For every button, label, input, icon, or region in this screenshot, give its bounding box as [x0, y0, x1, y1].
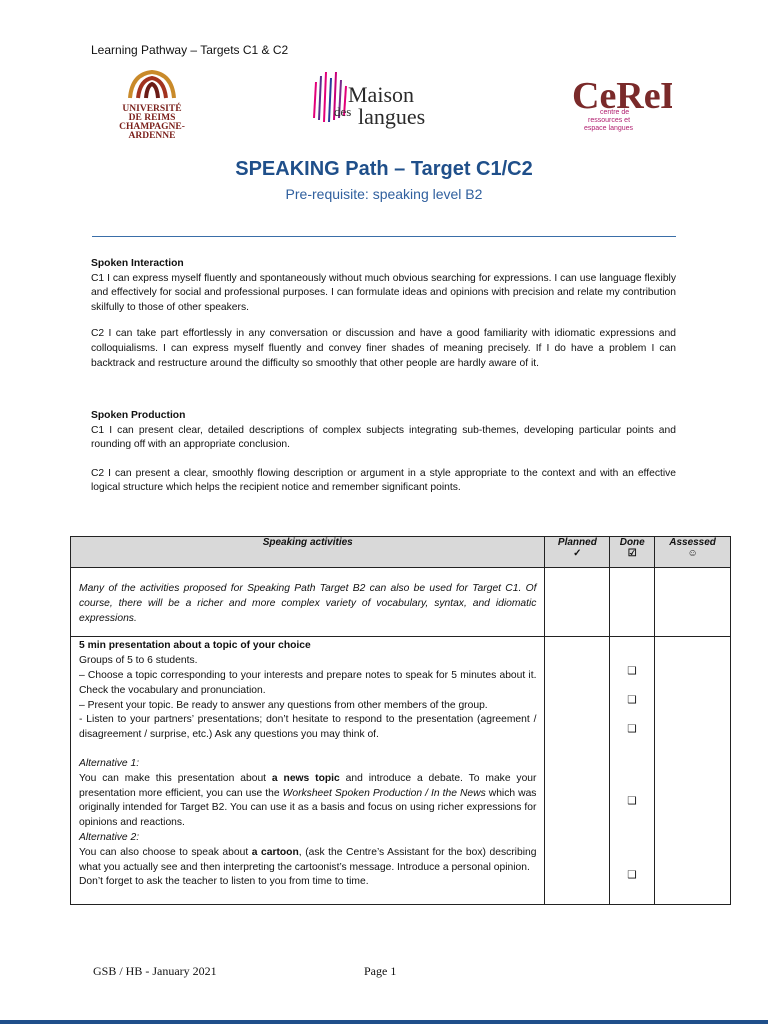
- interaction-c1: C1 I can express myself fluently and spontaneously without much obvious searching for expressions. I can use language flexibly and effectively for social and professional purposes. I can formulate ideas and opinions with precision and relate my contribution skilfully to those of other speakers.: [91, 272, 676, 313]
- urca-logo: [100, 70, 204, 141]
- urca-line-3: CHAMPAGNE-ARDENNE: [119, 122, 185, 141]
- maison-des-langues-logo: [308, 68, 468, 132]
- done-checkbox-step1[interactable]: ❑: [627, 666, 637, 678]
- maison-word: Maison: [348, 82, 414, 107]
- planned-cell[interactable]: [545, 568, 610, 637]
- done-cell: [610, 637, 655, 905]
- done-cell[interactable]: [610, 568, 655, 637]
- alt1-label: Alternative 1:: [79, 757, 140, 769]
- langues-word: langues: [358, 104, 426, 129]
- cerel-wordmark: CeRe: [572, 75, 661, 117]
- footer-page-number: Page 1: [364, 964, 397, 978]
- bottom-border: [0, 1020, 768, 1024]
- activity-step-3: - Listen to your partners’ presentations; don’t hesitate to respond to the presentation (agreement / disagreement / surprise, etc.) Ask any questions you may think of.: [79, 714, 537, 741]
- reminder-text: Don’t forget to ask the teacher to listen to you from time to time.: [79, 876, 369, 888]
- page-subtitle: Pre-requisite: speaking level B2: [285, 186, 483, 202]
- des-word: des: [334, 104, 352, 119]
- intro-cell: Many of the activities proposed for Speaking Path Target B2 can also be used for Target C1. Of course, there will be a richer and more complex variety of vocabulary, syntax, and idiomatic expressions.: [71, 568, 545, 637]
- spoken-interaction-section: [91, 257, 676, 371]
- checked-box-icon: ☑: [627, 548, 637, 559]
- activity-step-1: – Choose a topic corresponding to your interests and prepare notes to speak for 5 minutes about it. Check the vocabulary and pronunciation.: [79, 669, 537, 696]
- done-checkbox-alt2[interactable]: ❑: [627, 870, 637, 882]
- alt2-label: Alternative 2:: [79, 831, 140, 843]
- spoken-interaction-heading: Spoken Interaction: [91, 258, 184, 269]
- done-checkbox-alt1[interactable]: ❑: [627, 796, 637, 808]
- page-title: SPEAKING Path – Target C1/C2: [235, 158, 533, 180]
- cerel-tag-1: centre de: [600, 109, 630, 116]
- interaction-c2: C2 I can take part effortlessly in any conversation or discussion and have a good familiarity with idiomatic expressions and colloquialisms. I can express myself fluently and convey finer shades of meaning precisely. If I do have a problem I can backtrack and restructure around the difficulty so smoothly that other people are hardly aware of it.: [91, 328, 676, 369]
- spoken-production-heading: Spoken Production: [91, 410, 186, 421]
- table-header-row: [71, 537, 731, 568]
- urca-emblem-icon: [122, 70, 182, 100]
- smiley-icon: ☺: [687, 548, 698, 559]
- alt2-text: You can also choose to speak about a cartoon, (ask the Centre’s Assistant for the box) describing what you actually see and then interpreting the cartoonist’s message. Introduce a personal opinion.: [79, 846, 537, 873]
- done-checkbox-step3[interactable]: ❑: [627, 724, 637, 736]
- header-planned: Planned ✓: [545, 537, 610, 568]
- header-activities: Speaking activities: [71, 537, 545, 568]
- header-done: Done ☑: [610, 537, 655, 568]
- activity-groups: Groups of 5 to 6 students.: [79, 655, 198, 667]
- assessed-cell[interactable]: [655, 568, 731, 637]
- activity-title: 5 min presentation about a topic of your choice: [79, 640, 311, 652]
- planned-cell[interactable]: [545, 637, 610, 905]
- check-icon: ✓: [573, 548, 582, 559]
- urca-line-2: DE REIMS: [128, 113, 176, 123]
- spoken-production-section: [91, 409, 676, 496]
- alt1-text: You can make this presentation about a news topic and introduce a debate. To make your presentation more efficient, you can use the Worksheet Spoken Production / In the News which was originally intended for Target B2. You can use it as a basis and focus on using richer expressions for opinions and reactions.: [79, 772, 537, 829]
- header-assessed: Assessed ☺: [655, 537, 731, 568]
- activities-table: [70, 536, 731, 905]
- cerel-tag-2: ressources et: [588, 117, 631, 124]
- table-row: [71, 568, 731, 637]
- table-row: [71, 637, 731, 905]
- activity-step-2: – Present your topic. Be ready to answer any questions from other members of the group.: [79, 699, 488, 711]
- running-header: Learning Pathway – Targets C1 & C2: [91, 43, 289, 57]
- assessed-cell[interactable]: [655, 637, 731, 905]
- done-checkbox-step2[interactable]: ❑: [627, 695, 637, 707]
- activity-cell: [71, 637, 545, 905]
- urca-line-1: UNIVERSITÉ: [122, 104, 182, 114]
- production-c1: C1 I can present clear, detailed descriptions of complex subjects integrating sub-themes, developing particular points and rounding off with an appropriate conclusion.: [91, 424, 676, 451]
- cerel-logo: [570, 70, 672, 132]
- footer-author: GSB / HB - January 2021: [93, 964, 217, 978]
- production-c2: C2 I can present a clear, smoothly flowing description or argument in a style appropriate to the context and with an effective logical structure which helps the recipient notice and remember significant points.: [91, 467, 676, 494]
- title-divider: [92, 236, 676, 237]
- cerel-tag-3: espace langues: [584, 125, 634, 132]
